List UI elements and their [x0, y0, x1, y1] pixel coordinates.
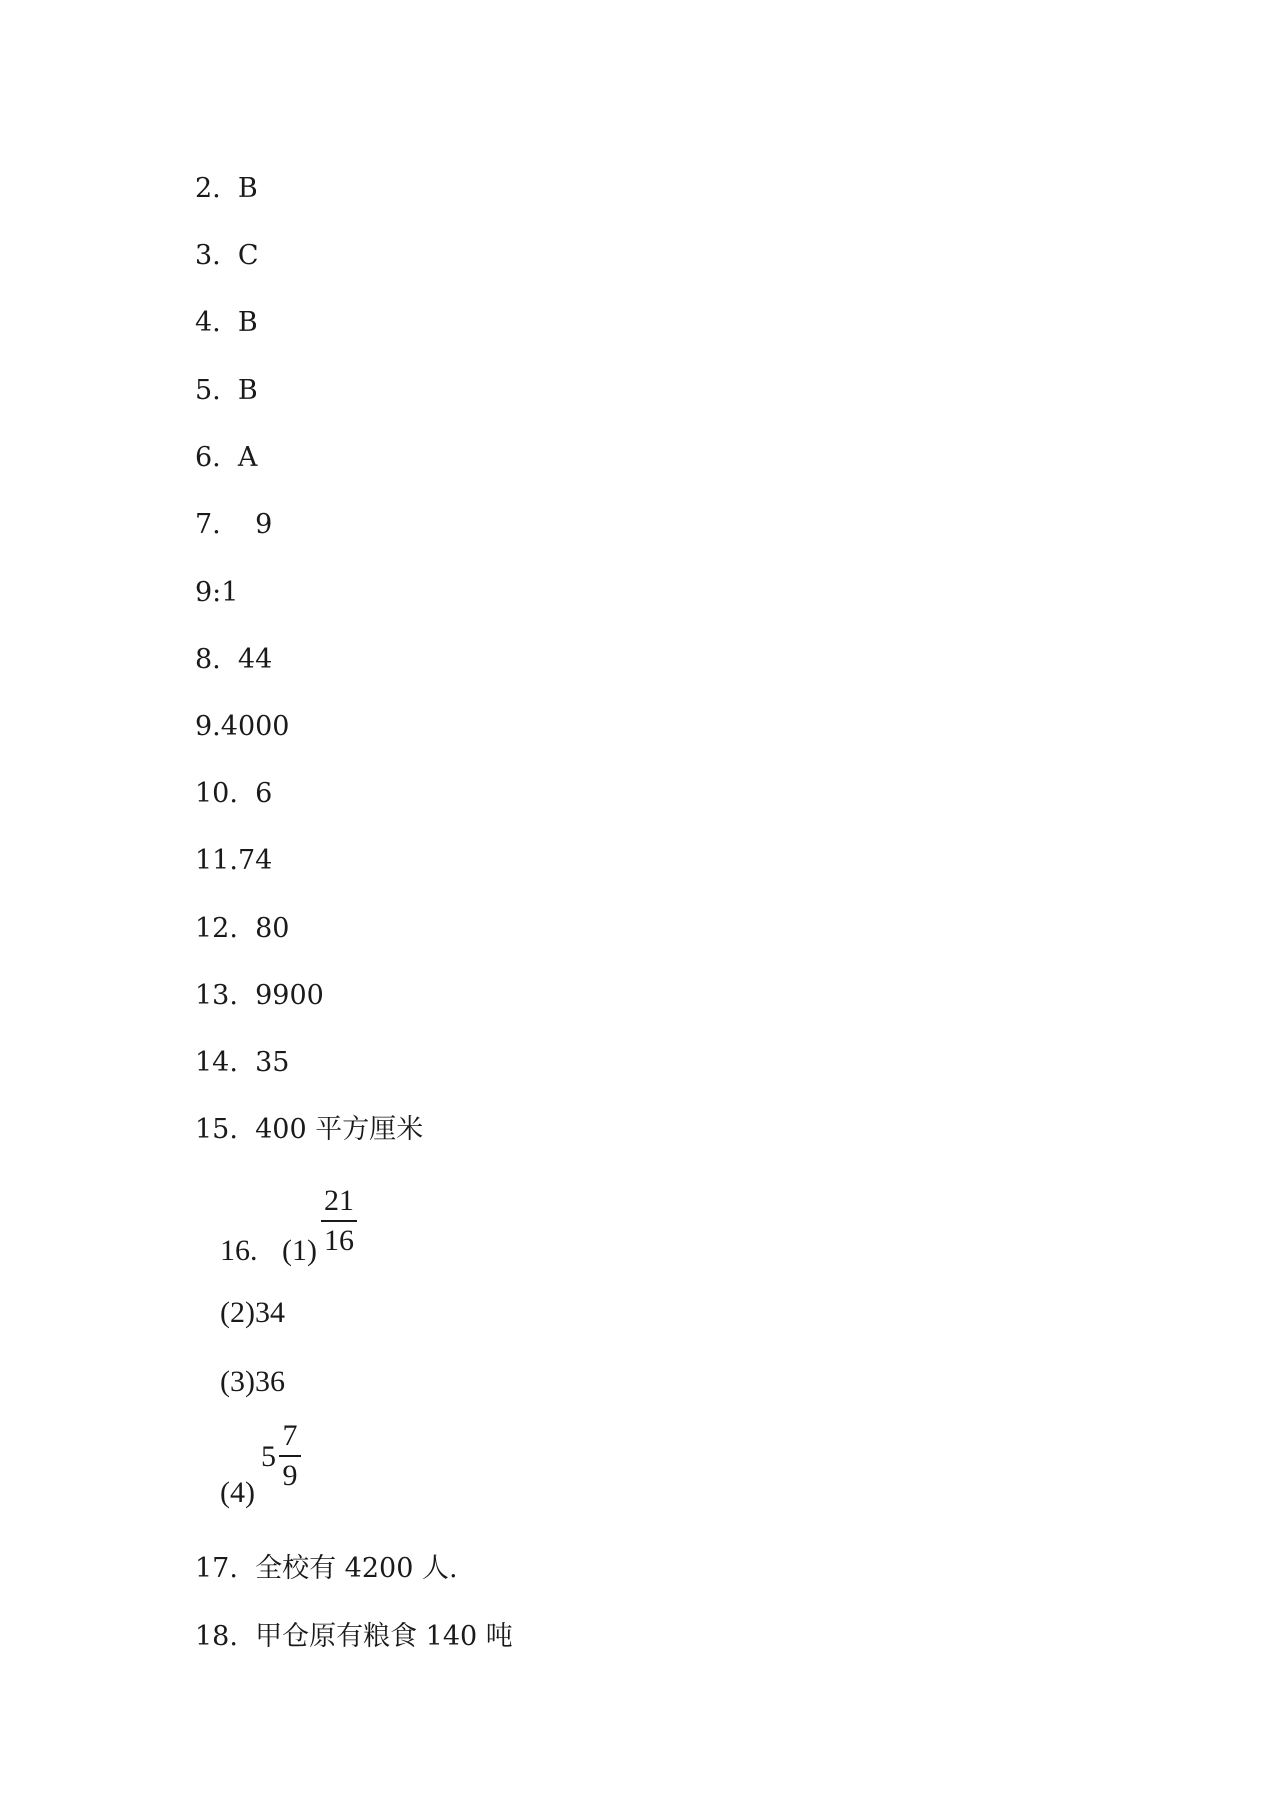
answer-17: 17. 全校有 4200 人. [195, 1553, 458, 1584]
answer-16-part4-label: (4) [220, 1476, 255, 1509]
answer-16-part2: (2)34 [220, 1296, 285, 1329]
answer-14: 14. 35 [195, 1047, 290, 1078]
answer-2: 2. B [195, 173, 258, 204]
fraction-denominator: 9 [282, 1459, 298, 1492]
answer-16-part3: (3)36 [220, 1365, 285, 1398]
answer-12: 12. 80 [195, 913, 290, 944]
answer-16-part4-whole: 5 [261, 1440, 276, 1473]
answer-4: 4. B [195, 307, 258, 338]
answer-18: 18. 甲仓原有粮食 140 吨 [195, 1621, 513, 1652]
answer-13: 13. 9900 [195, 980, 324, 1011]
answer-3: 3. C [195, 240, 259, 271]
answer-16-part1-label: (1) [282, 1234, 317, 1267]
answer-7: 7. 9 [195, 509, 273, 540]
answer-10: 10. 6 [195, 778, 273, 809]
answer-16-part1-fraction [321, 1185, 357, 1257]
answer-7-ratio: 9:1 [195, 577, 239, 608]
answer-16-prefix: 16. [220, 1234, 258, 1267]
fraction-denominator: 16 [324, 1224, 354, 1257]
fraction-numerator: 21 [324, 1184, 354, 1217]
answer-5: 5. B [195, 375, 258, 406]
fraction-bar [279, 1455, 301, 1457]
answer-11: 11.74 [195, 845, 273, 876]
fraction-numerator: 7 [282, 1419, 298, 1452]
answer-9: 9.4000 [195, 711, 290, 742]
fraction-bar [321, 1220, 357, 1222]
answer-8: 8. 44 [195, 644, 273, 675]
answer-15: 15. 400 平方厘米 [195, 1114, 424, 1145]
answer-6: 6. A [195, 442, 258, 473]
answer-16-part4-fraction [279, 1420, 301, 1492]
